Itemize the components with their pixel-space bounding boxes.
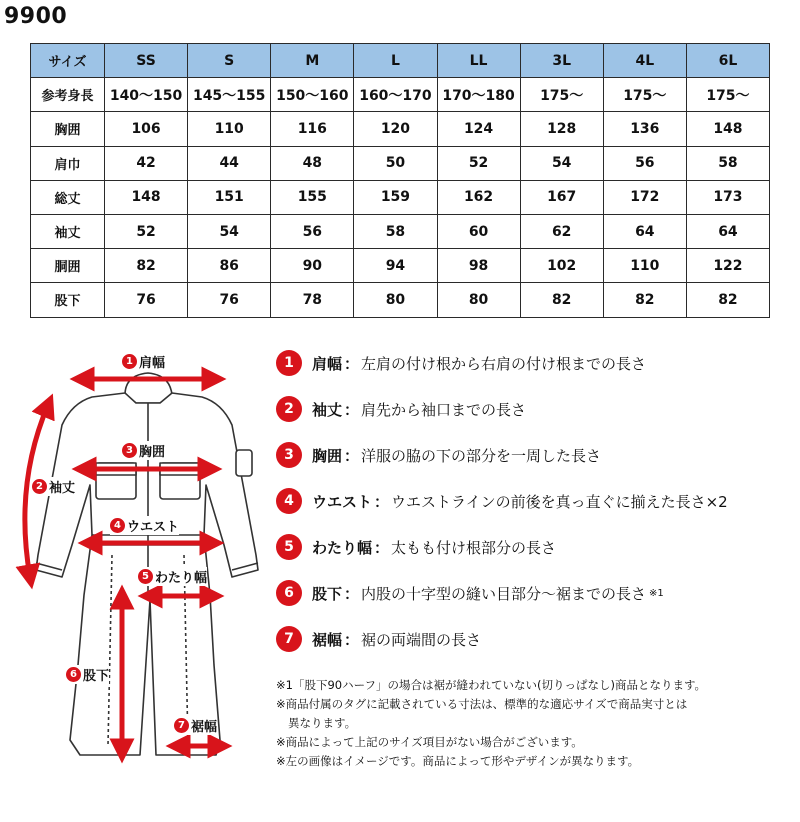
legend-badge: 3	[276, 442, 302, 468]
table-cell: 170〜180	[437, 78, 520, 112]
table-cell: 64	[603, 214, 686, 248]
table-cell: 120	[354, 112, 437, 146]
legend-name: 裾幅	[312, 630, 343, 649]
row-label: 肩巾	[31, 146, 105, 180]
legend-name: 股下	[312, 584, 343, 603]
figure-label-text: 裾幅	[191, 720, 218, 735]
legend-reference: ※1	[649, 587, 664, 599]
figure-label-text: わたり幅	[155, 571, 208, 586]
figure-badge: 2	[32, 479, 47, 494]
table-cell: 167	[520, 180, 603, 214]
legend-separator: ：	[374, 492, 390, 511]
figure-label-thigh	[138, 567, 207, 586]
row-label: 胴囲	[31, 249, 105, 283]
size-header-4l: 4L	[603, 44, 686, 78]
table-cell: 82	[603, 283, 686, 317]
figure-label-text: 胸囲	[139, 445, 166, 460]
table-cell: 78	[271, 283, 354, 317]
legend-item	[276, 626, 481, 652]
table-cell: 56	[271, 214, 354, 248]
table-cell: 175〜	[686, 78, 769, 112]
table-cell: 175〜	[520, 78, 603, 112]
legend-item	[276, 580, 664, 606]
table-row	[31, 146, 770, 180]
table-cell: 80	[437, 283, 520, 317]
size-header-row	[31, 44, 770, 78]
table-cell: 52	[105, 214, 188, 248]
legend-item	[276, 488, 728, 514]
legend-description: 左肩の付け根から右肩の付け根までの長さ	[361, 354, 647, 373]
garment-outline	[36, 373, 258, 755]
figure-badge: 4	[110, 518, 125, 533]
note-2-cont: 異なります。	[288, 716, 357, 730]
note-2: ※商品付属のタグに記載されている寸法は、標準的な適応サイズで商品実寸とは	[276, 697, 688, 711]
legend-item	[276, 396, 526, 422]
table-cell: 162	[437, 180, 520, 214]
table-row	[31, 180, 770, 214]
legend-badge: 4	[276, 488, 302, 514]
table-cell: 150〜160	[271, 78, 354, 112]
legend-description: 肩先から袖口までの長さ	[361, 400, 527, 419]
legend-separator: ：	[344, 630, 360, 649]
table-cell: 80	[354, 283, 437, 317]
table-cell: 110	[603, 249, 686, 283]
size-chart-table	[30, 43, 770, 318]
size-header-l: L	[354, 44, 437, 78]
table-cell: 76	[188, 283, 271, 317]
legend-separator: ：	[344, 354, 360, 373]
legend-name: ウエスト	[312, 492, 373, 511]
table-cell: 148	[105, 180, 188, 214]
note-1: ※1「股下90ハーフ」の場合は裾が縫われていない(切りっぱなし)商品となります。	[276, 678, 707, 692]
table-cell: 140〜150	[105, 78, 188, 112]
table-cell: 42	[105, 146, 188, 180]
size-header-ll: LL	[437, 44, 520, 78]
table-cell: 62	[520, 214, 603, 248]
figure-badge: 1	[122, 354, 137, 369]
size-header-s: S	[188, 44, 271, 78]
size-header-label: サイズ	[31, 44, 105, 78]
table-cell: 56	[603, 146, 686, 180]
table-row	[31, 78, 770, 112]
legend-name: 肩幅	[312, 354, 343, 373]
table-cell: 172	[603, 180, 686, 214]
legend-description: 内股の十字型の縫い目部分〜裾までの長さ	[361, 584, 647, 603]
table-cell: 52	[437, 146, 520, 180]
legend-item	[276, 350, 646, 376]
table-cell: 122	[686, 249, 769, 283]
legend-separator: ：	[374, 538, 390, 557]
legend-item	[276, 534, 556, 560]
legend-badge: 2	[276, 396, 302, 422]
table-cell: 64	[686, 214, 769, 248]
legend-separator: ：	[344, 400, 360, 419]
table-cell: 128	[520, 112, 603, 146]
table-cell: 58	[686, 146, 769, 180]
legend-description: ウエストラインの前後を真っ直ぐに揃えた長さ×2	[391, 492, 728, 511]
legend-description: 洋服の脇の下の部分を一周した長さ	[361, 446, 602, 465]
note-4: ※左の画像はイメージです。商品によって形やデザインが異なります。	[276, 754, 640, 768]
coverall-illustration	[0, 345, 270, 815]
table-cell: 136	[603, 112, 686, 146]
figure-label-text: 肩幅	[139, 356, 166, 371]
table-cell: 110	[188, 112, 271, 146]
size-header-ss: SS	[105, 44, 188, 78]
table-cell: 124	[437, 112, 520, 146]
legend-description: 裾の両端間の長さ	[361, 630, 482, 649]
table-cell: 98	[437, 249, 520, 283]
row-label: 股下	[31, 283, 105, 317]
table-cell: 82	[105, 249, 188, 283]
table-cell: 48	[271, 146, 354, 180]
figure-label-hem	[174, 716, 217, 735]
legend-badge: 7	[276, 626, 302, 652]
table-cell: 173	[686, 180, 769, 214]
figure-label-inseam	[66, 665, 109, 684]
size-header-m: M	[271, 44, 354, 78]
table-row	[31, 214, 770, 248]
figure-badge: 3	[122, 443, 137, 458]
table-cell: 44	[188, 146, 271, 180]
table-row	[31, 283, 770, 317]
table-cell: 102	[520, 249, 603, 283]
table-cell: 94	[354, 249, 437, 283]
legend-badge: 1	[276, 350, 302, 376]
table-cell: 155	[271, 180, 354, 214]
legend-description: 太もも付け根部分の長さ	[391, 538, 557, 557]
figure-label-sleeve	[32, 477, 75, 496]
table-cell: 76	[105, 283, 188, 317]
table-cell: 82	[520, 283, 603, 317]
table-row	[31, 249, 770, 283]
coverall-figure	[0, 345, 270, 815]
table-cell: 86	[188, 249, 271, 283]
table-cell: 151	[188, 180, 271, 214]
row-label: 胸囲	[31, 112, 105, 146]
legend-separator: ：	[344, 584, 360, 603]
legend-item	[276, 442, 601, 468]
row-label: 総丈	[31, 180, 105, 214]
table-cell: 116	[271, 112, 354, 146]
figure-badge: 6	[66, 667, 81, 682]
figure-label-chest	[122, 441, 165, 460]
legend-badge: 6	[276, 580, 302, 606]
figure-label-waist	[110, 516, 179, 535]
table-row	[31, 112, 770, 146]
figure-label-shoulder	[122, 352, 165, 371]
legend-name: わたり幅	[312, 538, 373, 557]
table-cell: 54	[520, 146, 603, 180]
table-cell: 175〜	[603, 78, 686, 112]
table-cell: 148	[686, 112, 769, 146]
table-cell: 60	[437, 214, 520, 248]
model-code: 9900	[4, 4, 68, 29]
legend-badge: 5	[276, 534, 302, 560]
table-cell: 145〜155	[188, 78, 271, 112]
figure-label-text: 股下	[83, 669, 110, 684]
row-label: 参考身長	[31, 78, 105, 112]
table-cell: 159	[354, 180, 437, 214]
figure-label-text: ウエスト	[127, 520, 180, 535]
figure-badge: 5	[138, 569, 153, 584]
note-3: ※商品によって上記のサイズ項目がない場合がございます。	[276, 735, 583, 749]
legend-separator: ：	[344, 446, 360, 465]
table-cell: 90	[271, 249, 354, 283]
legend-name: 胸囲	[312, 446, 343, 465]
size-header-3l: 3L	[520, 44, 603, 78]
notes	[276, 676, 796, 771]
row-label: 袖丈	[31, 214, 105, 248]
table-cell: 160〜170	[354, 78, 437, 112]
table-cell: 82	[686, 283, 769, 317]
table-cell: 54	[188, 214, 271, 248]
table-cell: 50	[354, 146, 437, 180]
figure-badge: 7	[174, 718, 189, 733]
legend-name: 袖丈	[312, 400, 343, 419]
size-header-6l: 6L	[686, 44, 769, 78]
table-cell: 106	[105, 112, 188, 146]
table-cell: 58	[354, 214, 437, 248]
figure-label-text: 袖丈	[49, 481, 76, 496]
